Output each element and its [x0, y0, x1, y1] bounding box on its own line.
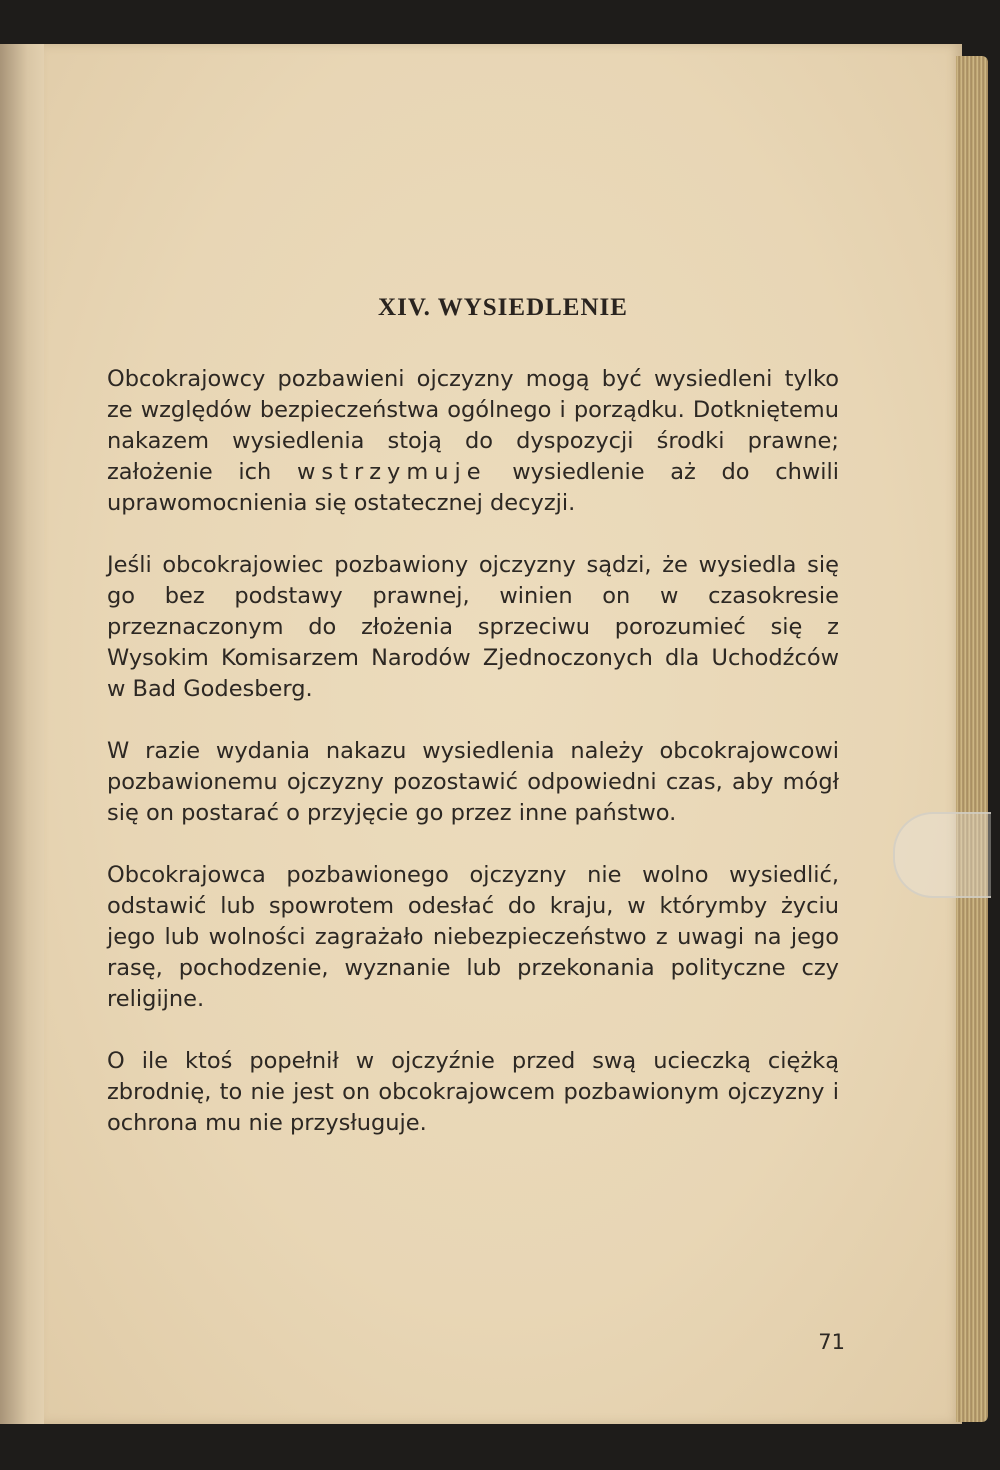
- paragraph-1-start: Obcokrajowcy pozbawieni ojczyzny mogą być wysiedleni tylko ze względów bezpieczeństwa ogólnego i porządku. Dotkniętemu nakazem wysiedlenia stoją do dyspozycji środki prawne; założenie ich: [107, 366, 839, 485]
- paragraph-5: O ile ktoś popełnił w ojczyźnie przed swą ucieczką ciężką zbrodnię, to nie jest on obcokrajowcem pozbawionym ojczyzny i ochrona mu nie przysługuje.: [107, 1048, 839, 1136]
- body-text: [107, 364, 839, 1170]
- page-edges: [956, 56, 988, 1422]
- chapter-heading: XIV. WYSIEDLENIE: [378, 294, 628, 321]
- paragraph-4: Obcokrajowca pozbawionego ojczyzny nie wolno wysiedlić, odstawić lub spowrotem odesłać do kraju, w którymby życiu jego lub wolności zagrażało niebezpieczeństwo z uwagi na jego rasę, pochodzenie, wyznanie lub przekonania polityczne czy religijne.: [107, 862, 839, 1012]
- paragraph-1-end: wysiedlenie aż do chwili uprawomocnienia się ostatecznej decyzji.: [107, 459, 839, 516]
- book-spine-shadow: [0, 44, 50, 1424]
- paragraph-3: W razie wydania nakazu wysiedlenia należy obcokrajowcowi pozbawionemu ojczyzny pozostawić odpowiedni czas, aby mógł się on postarać o przyjęcie go przez inne państwo.: [107, 738, 839, 826]
- paragraph-1: [107, 364, 839, 519]
- page-number: 71: [818, 1330, 845, 1354]
- paper-clip-bookmark: [893, 812, 991, 898]
- emphasized-word: wstrzymuje: [297, 459, 487, 485]
- paragraph-2: Jeśli obcokrajowiec pozbawiony ojczyzny sądzi, że wysiedla się go bez podstawy prawnej, winien on w czasokresie przeznaczonym do złożenia sprzeciwu porozumieć się z Wysokim Komisarzem Narodów Zjednoczonych dla Uchodźców w Bad Godesberg.: [107, 552, 839, 702]
